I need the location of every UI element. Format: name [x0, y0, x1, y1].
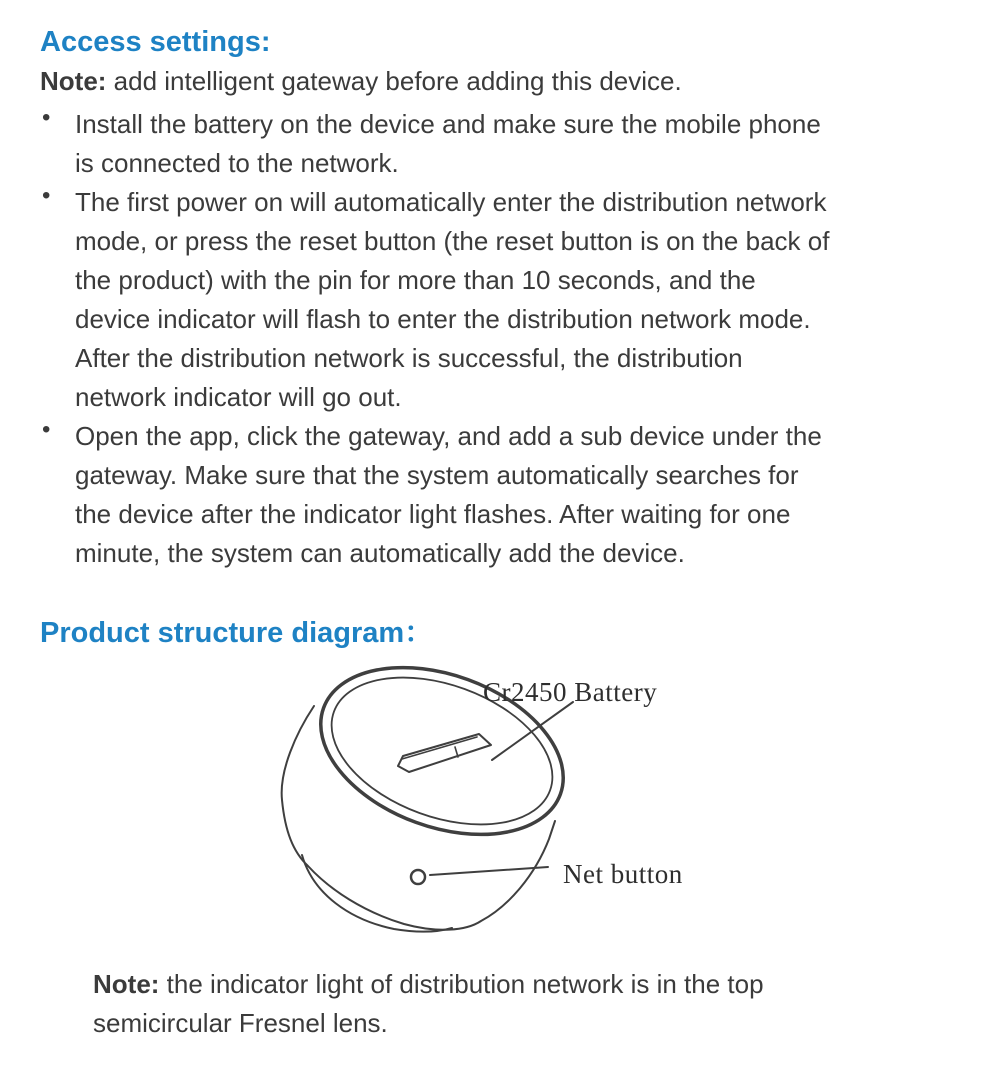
- battery-slot-lip-line: [402, 737, 477, 759]
- battery-label: Cr2450 Battery: [483, 677, 658, 707]
- section-heading-product-structure: Product structure diagram：: [40, 617, 434, 649]
- list-item-install-battery: [40, 105, 960, 183]
- list-item-first-power-on: [40, 183, 960, 417]
- note-indicator-light: [93, 965, 960, 1043]
- net-button-label: Net button: [563, 859, 683, 889]
- note-text-line1: the indicator light of distribution network is in the top: [166, 969, 764, 999]
- bullet-text: • The first power on will automatically enter the distribution network mode, or press the reset button (the reset button is on the back of the product) with the pin for more than 10 seconds, and the device indicator will flash to enter the distribution network mode. After the distribution network is successful, the distribution network indicator will go out.: [75, 187, 830, 412]
- note-text-line2: semicircular Fresnel lens.: [93, 1008, 388, 1038]
- bullet-text: • Install the battery on the device and make sure the mobile phone is connected to the network.: [75, 109, 821, 178]
- note-label: Note:: [40, 66, 107, 96]
- note-text: add intelligent gateway before adding this device.: [113, 66, 682, 96]
- bullet-text: • Open the app, click the gateway, and add a sub device under the gateway. Make sure that the system automatically searches for the device after the indicator light flashes. After waiting for one minute, the system can automatically add the device.: [75, 421, 822, 568]
- list-item-open-app: [40, 417, 960, 573]
- note-gateway: [40, 62, 960, 101]
- section-heading-access-settings: Access settings:: [40, 26, 271, 58]
- battery-leader-line: [492, 702, 573, 760]
- battery-slot: [398, 734, 491, 772]
- note-label: Note:: [93, 969, 160, 999]
- fresnel-lens-arc: [302, 855, 452, 932]
- net-button-dot: [411, 870, 425, 884]
- instruction-list: [40, 105, 960, 573]
- device-diagram: [0, 649, 1000, 949]
